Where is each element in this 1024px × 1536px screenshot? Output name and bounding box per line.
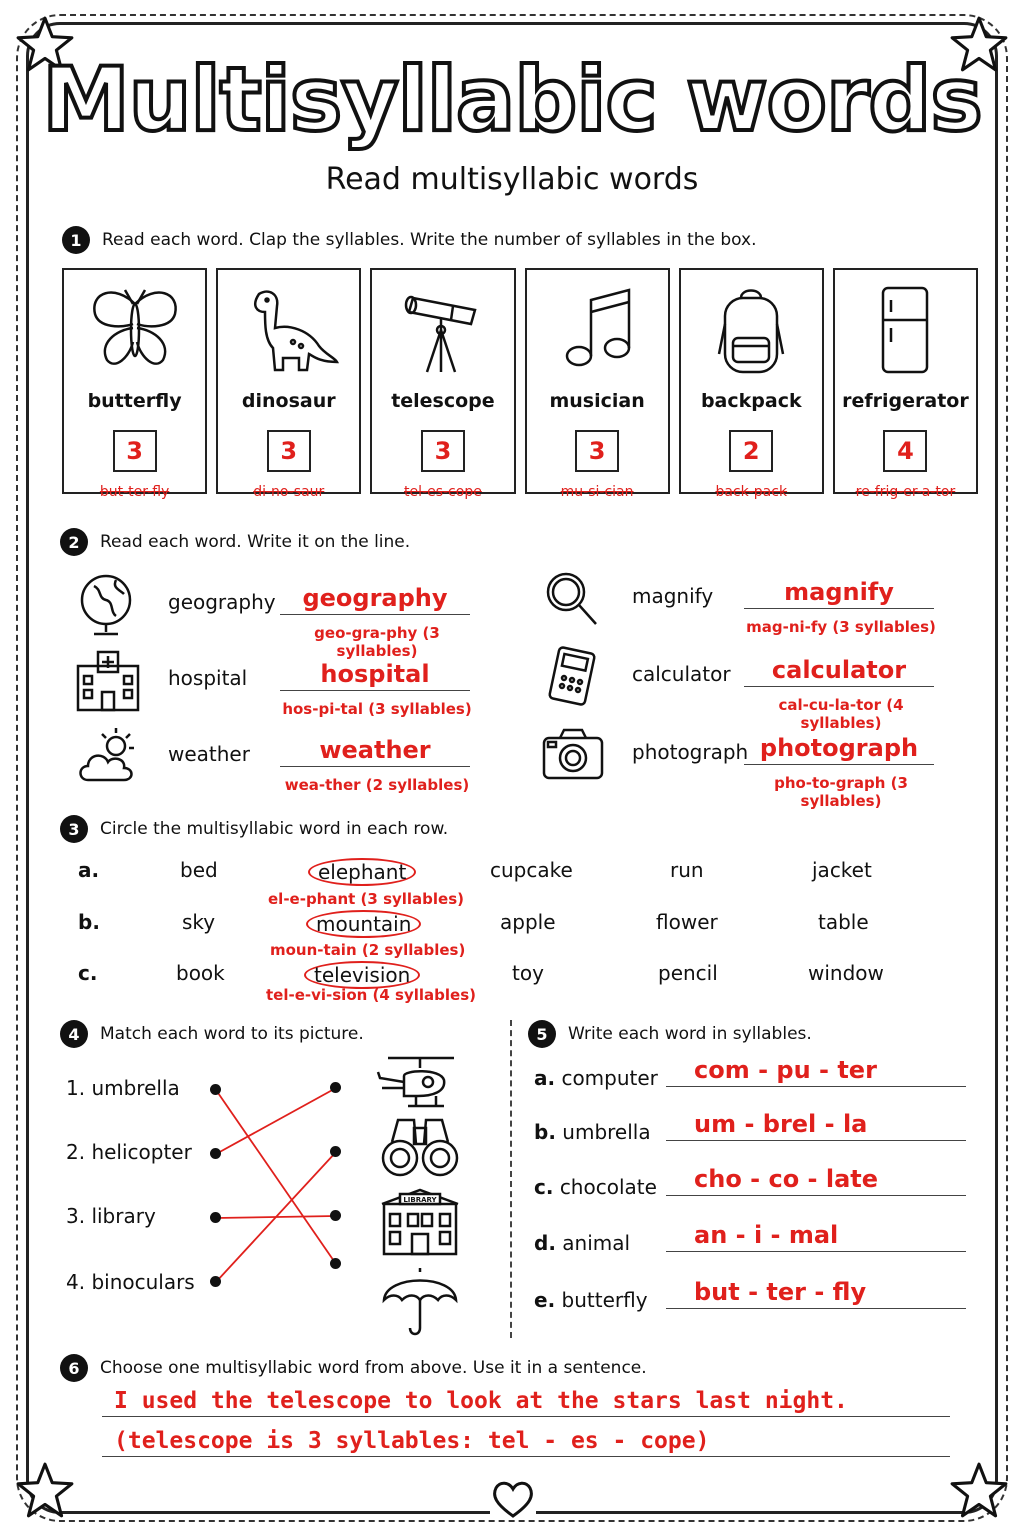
- syllable-cards: [62, 268, 978, 500]
- section-instruction: Match each word to its picture.: [100, 1024, 364, 1044]
- row-label: b.: [534, 1120, 556, 1144]
- write-word-row: [540, 566, 980, 636]
- syllable-breakdown: di-no-saur: [253, 484, 325, 500]
- section-5-header: [528, 1020, 812, 1048]
- match-line: [216, 1088, 336, 1154]
- syllable-write-row: [534, 1110, 970, 1150]
- refrigerator-icon: [835, 284, 976, 376]
- syllable-note: geo-gra-phy (3 syllables): [314, 624, 440, 660]
- word-option[interactable]: book: [176, 961, 225, 985]
- match-word: 2. helicopter: [66, 1140, 192, 1164]
- word-option[interactable]: pencil: [658, 961, 718, 985]
- row-label: c.: [534, 1175, 554, 1199]
- answer-line[interactable]: weather: [280, 736, 470, 767]
- circle-word-row: [60, 910, 940, 940]
- word-option[interactable]: run: [670, 858, 704, 882]
- circle-word-row: [60, 961, 940, 991]
- calculator-icon: [540, 644, 606, 710]
- match-dot[interactable]: [210, 1276, 221, 1287]
- section-divider: [510, 1020, 512, 1338]
- word-card: [62, 268, 207, 500]
- section-number: 6: [60, 1354, 88, 1382]
- card-word: musician: [549, 390, 645, 412]
- library-icon: [374, 1186, 466, 1256]
- card-word: dinosaur: [241, 390, 336, 412]
- card-word: refrigerator: [842, 390, 969, 412]
- match-word: 4. binoculars: [66, 1270, 195, 1294]
- answer-line[interactable]: magnify: [744, 578, 934, 609]
- section-number: 5: [528, 1020, 556, 1048]
- match-line: [216, 1090, 336, 1264]
- row-word: hospital: [168, 666, 248, 690]
- section-6-header: [60, 1354, 647, 1382]
- syllable-answer[interactable]: um - brel - la: [666, 1110, 966, 1141]
- section-1-header: [62, 226, 757, 254]
- heart-icon: [490, 1478, 536, 1520]
- row-label: a.: [78, 858, 100, 882]
- row-question: [534, 1231, 630, 1255]
- word-option[interactable]: bed: [180, 858, 218, 882]
- weather-icon: [76, 724, 142, 790]
- section-instruction: Choose one multisyllabic word from above. Use it in a sentence.: [100, 1358, 647, 1378]
- row-word: geography: [168, 590, 276, 614]
- section-number: 4: [60, 1020, 88, 1048]
- word-card: [525, 268, 670, 500]
- syllable-count-box[interactable]: 3: [421, 430, 465, 472]
- card-word: telescope: [391, 390, 495, 412]
- syllable-answer[interactable]: but - ter - fly: [666, 1278, 966, 1309]
- card-word: backpack: [700, 390, 802, 412]
- syllable-note: mag-ni-fy (3 syllables): [746, 618, 936, 636]
- syllable-count-box[interactable]: 3: [267, 430, 311, 472]
- match-dot[interactable]: [330, 1146, 341, 1157]
- row-word: animal: [562, 1231, 631, 1255]
- match-dot[interactable]: [210, 1212, 221, 1223]
- answer-line[interactable]: hospital: [280, 660, 470, 691]
- star-icon: [14, 1460, 76, 1522]
- word-option[interactable]: apple: [500, 910, 556, 934]
- sentence-line[interactable]: (telescope is 3 syllables: tel - es - cope): [102, 1428, 950, 1457]
- syllable-note: cal-cu-la-tor (4 syllables): [778, 696, 904, 732]
- row-label: b.: [78, 910, 100, 934]
- magnifying-glass-icon: [540, 566, 606, 632]
- word-option[interactable]: cupcake: [490, 858, 573, 882]
- page-subtitle: Read multisyllabic words: [325, 162, 699, 197]
- row-word: umbrella: [562, 1120, 651, 1144]
- camera-icon: [540, 722, 606, 788]
- row-label: e.: [534, 1288, 556, 1312]
- section-instruction: Circle the multisyllabic word in each row.: [100, 819, 449, 839]
- match-dot[interactable]: [330, 1210, 341, 1221]
- section-instruction: Write each word in syllables.: [568, 1024, 812, 1044]
- syllable-write-row: [534, 1165, 970, 1205]
- syllable-count-box[interactable]: 4: [883, 430, 927, 472]
- circle-word-row: [60, 858, 940, 888]
- syllable-note: el-e-phant (3 syllables): [268, 890, 465, 908]
- butterfly-icon: [64, 284, 205, 376]
- row-word: photograph: [632, 740, 749, 764]
- row-word: chocolate: [559, 1175, 657, 1199]
- answer-line[interactable]: photograph: [744, 734, 934, 765]
- hospital-icon: [76, 648, 142, 714]
- row-word: weather: [168, 742, 250, 766]
- row-question: [534, 1288, 648, 1312]
- circled-word-option[interactable]: elephant: [308, 858, 416, 886]
- word-option[interactable]: jacket: [812, 858, 872, 882]
- row-label: c.: [78, 961, 98, 985]
- row-question: [534, 1120, 651, 1144]
- word-option[interactable]: toy: [512, 961, 544, 985]
- syllable-write-row: [534, 1278, 970, 1318]
- write-word-row: [540, 644, 980, 732]
- row-word: calculator: [632, 662, 731, 686]
- word-card: [679, 268, 824, 500]
- syllable-note: moun-tain (2 syllables): [270, 941, 466, 959]
- card-word: butterfly: [87, 390, 182, 412]
- helicopter-icon: [374, 1052, 466, 1118]
- row-question: [534, 1066, 658, 1090]
- section-instruction: Read each word. Write it on the line.: [100, 532, 411, 552]
- syllable-note: pho-to-graph (3 syllables): [774, 774, 908, 810]
- match-dot[interactable]: [330, 1258, 341, 1269]
- row-word: butterfly: [561, 1288, 648, 1312]
- word-option[interactable]: table: [818, 910, 869, 934]
- word-card: [370, 268, 515, 500]
- syllable-breakdown: back-pack: [715, 484, 788, 500]
- section-4-header: [60, 1020, 364, 1048]
- word-option[interactable]: flower: [656, 910, 718, 934]
- word-option[interactable]: window: [808, 961, 884, 985]
- syllable-write-row: [534, 1056, 970, 1096]
- word-card: [833, 268, 978, 500]
- syllable-note: hos-pi-tal (3 syllables): [282, 700, 472, 718]
- syllable-breakdown: but-ter-fly: [99, 484, 170, 500]
- row-word: computer: [561, 1066, 658, 1090]
- row-label: d.: [534, 1231, 556, 1255]
- syllable-count-box[interactable]: 3: [575, 430, 619, 472]
- syllable-write-row: [534, 1221, 970, 1261]
- syllable-note: wea-ther (2 syllables): [284, 776, 470, 794]
- binoculars-icon: [374, 1114, 466, 1180]
- answer-line[interactable]: calculator: [744, 656, 934, 687]
- match-word: 3. library: [66, 1204, 156, 1228]
- backpack-icon: [681, 284, 822, 376]
- syllable-answer[interactable]: com - pu - ter: [666, 1056, 966, 1087]
- dinosaur-icon: [218, 284, 359, 376]
- word-option[interactable]: sky: [182, 910, 216, 934]
- match-dot[interactable]: [330, 1082, 341, 1093]
- syllable-count-box[interactable]: 3: [113, 430, 157, 472]
- umbrella-icon: [374, 1266, 466, 1338]
- match-dot[interactable]: [210, 1084, 221, 1095]
- row-word: magnify: [632, 584, 714, 608]
- syllable-note: tel-e-vi-sion (4 syllables): [266, 986, 476, 1004]
- syllable-answer[interactable]: cho - co - late: [666, 1165, 966, 1196]
- section-instruction: Read each word. Clap the syllables. Write the number of syllables in the box.: [102, 230, 757, 250]
- section-2-header: [60, 528, 410, 556]
- section-number: 2: [60, 528, 88, 556]
- answer-line[interactable]: geography: [280, 584, 470, 615]
- row-question: [534, 1175, 657, 1199]
- sentence-line[interactable]: I used the telescope to look at the stars last night.: [102, 1388, 950, 1417]
- music-note-icon: [527, 284, 668, 376]
- row-label: a.: [534, 1066, 556, 1090]
- write-word-row: [76, 724, 516, 794]
- globe-icon: [76, 572, 142, 638]
- library-sign: LIBRARY: [403, 1196, 437, 1204]
- syllable-answer[interactable]: an - i - mal: [666, 1221, 966, 1252]
- section-number: 1: [62, 226, 90, 254]
- match-dot[interactable]: [210, 1148, 221, 1159]
- page-title: Multisyllabic words: [42, 48, 982, 151]
- syllable-breakdown: mu-si-cian: [560, 484, 634, 500]
- syllable-breakdown: tel-es-cope: [404, 484, 482, 500]
- circled-word-option[interactable]: television: [304, 961, 420, 989]
- word-card: [216, 268, 361, 500]
- section-3-header: [60, 815, 448, 843]
- write-word-row: [76, 648, 516, 718]
- write-word-row: [540, 722, 980, 810]
- syllable-count-box[interactable]: 2: [729, 430, 773, 472]
- telescope-icon: [372, 284, 513, 376]
- syllable-breakdown: re-frig-er-a-tor: [855, 484, 956, 500]
- write-word-row: [76, 572, 516, 660]
- circled-word-option[interactable]: mountain: [306, 910, 421, 938]
- section-number: 3: [60, 815, 88, 843]
- star-icon: [948, 1460, 1010, 1522]
- match-word: 1. umbrella: [66, 1076, 180, 1100]
